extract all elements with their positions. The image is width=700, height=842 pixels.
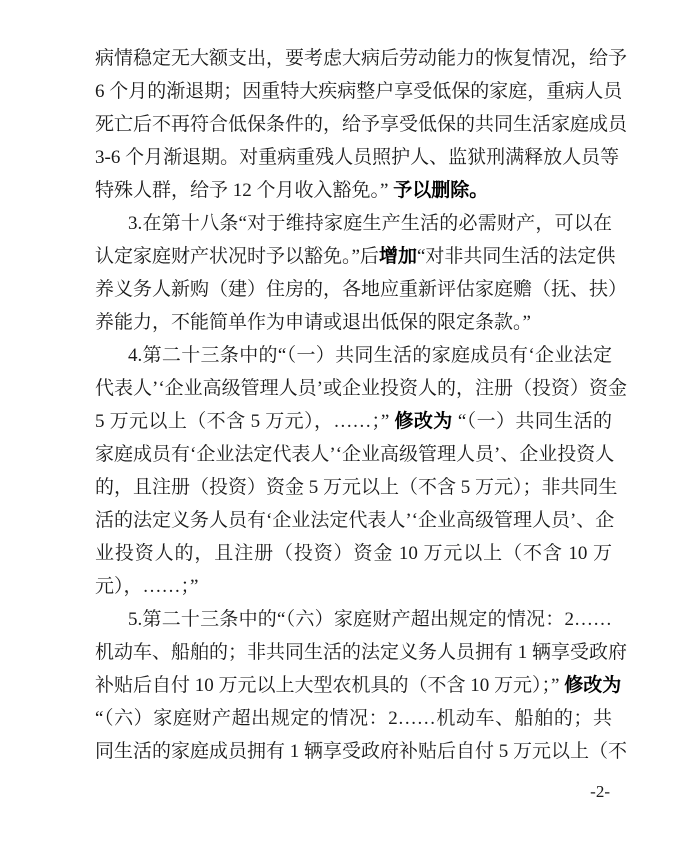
text-segment: “（六）家庭财产超出规定的情况：2……机动车、船舶的；共	[95, 708, 612, 729]
text-segment: 病情稳定无大额支出，要考虑大病后劳动能力的恢复情况，给予	[95, 48, 628, 69]
text-segment: 同生活的家庭成员拥有 1 辆享受政府补贴后自付 5 万元以上（不	[95, 741, 628, 762]
text-segment: 家庭成员有‘企业法定代表人’‘企业高级管理人员’、企业投资人	[95, 444, 615, 465]
text-segment: 机动车、船舶的；非共同生活的法定义务人员拥有 1 辆享受政府	[95, 642, 628, 663]
text-segment: “（一）共同生活的	[452, 411, 612, 432]
text-segment: 补贴后自付 10 万元以上大型农机具的（不含 10 万元）；”	[95, 675, 565, 696]
text-line	[95, 471, 618, 504]
text-segment: 5.第二十三条中的“（六）家庭财产超出规定的情况：2……	[128, 609, 612, 630]
text-segment: 3-6 个月渐退期。对重病重残人员照护人、监狱刑满释放人员等	[95, 147, 620, 168]
page-number: -2-	[590, 782, 610, 801]
paragraph	[95, 603, 628, 768]
text-line	[95, 735, 628, 768]
text-segment: 特殊人群，给予 12 个月收入豁免。”	[95, 180, 394, 201]
text-line	[95, 636, 628, 669]
text-line	[95, 42, 628, 75]
paragraph	[95, 207, 628, 339]
text-segment: “对非共同生活的法定供	[416, 246, 616, 267]
text-segment: 6 个月的渐退期；因重特大疾病整户享受低保的家庭，重病人员	[95, 81, 623, 102]
text-segment: 业投资人的，且注册（投资）资金 10 万元以上（不含 10 万	[95, 543, 612, 564]
text-segment: 3.在第十八条“对于维持家庭生产生活的必需财产，可以在	[128, 213, 612, 234]
text-line	[95, 702, 612, 735]
paragraph	[95, 42, 628, 207]
text-line	[95, 405, 612, 438]
text-segment: 4.第二十三条中的“（一）共同生活的家庭成员有‘企业法定	[128, 345, 612, 366]
text-line	[95, 306, 612, 339]
text-segment: 认定家庭财产状况时予以豁免。”后	[95, 246, 379, 267]
text-line	[95, 669, 622, 702]
text-line	[95, 537, 612, 570]
text-line	[95, 603, 612, 636]
text-line	[95, 141, 620, 174]
text-line	[95, 207, 612, 240]
text-segment: 养能力，不能简单作为申请或退出低保的限定条款。”	[95, 312, 531, 333]
bold-amendment-text: 修改为	[394, 411, 453, 432]
text-segment: 死亡后不再符合低保条件的，给予享受低保的共同生活家庭成员	[95, 114, 628, 135]
paragraph	[95, 339, 627, 603]
text-line	[95, 75, 623, 108]
text-segment: 的，且注册（投资）资金 5 万元以上（不含 5 万元）；非共同生	[95, 477, 618, 498]
text-line	[95, 174, 612, 207]
text-line	[95, 240, 616, 273]
text-segment: 活的法定义务人员有‘企业法定代表人’‘企业高级管理人员’、企	[95, 510, 615, 531]
bold-amendment-text: 增加	[378, 246, 417, 267]
text-line	[95, 273, 628, 306]
text-line	[95, 339, 612, 372]
bold-amendment-text: 修改为	[564, 675, 622, 696]
text-segment: 代表人’‘企业高级管理人员’或企业投资人的，注册（投资）资金	[95, 378, 627, 399]
text-line	[95, 504, 615, 537]
document-body	[95, 42, 628, 768]
text-segment: 元），……；”	[95, 576, 199, 597]
text-line	[95, 570, 612, 603]
text-segment: 养义务人新购（建）住房的，各地应重新评估家庭赡（抚、扶）	[95, 279, 628, 300]
text-line	[95, 372, 627, 405]
text-line	[95, 108, 628, 141]
bold-amendment-text: 予以删除。	[393, 180, 489, 201]
text-segment: 5 万元以上（不含 5 万元），……；”	[95, 411, 395, 432]
text-line	[95, 438, 615, 471]
